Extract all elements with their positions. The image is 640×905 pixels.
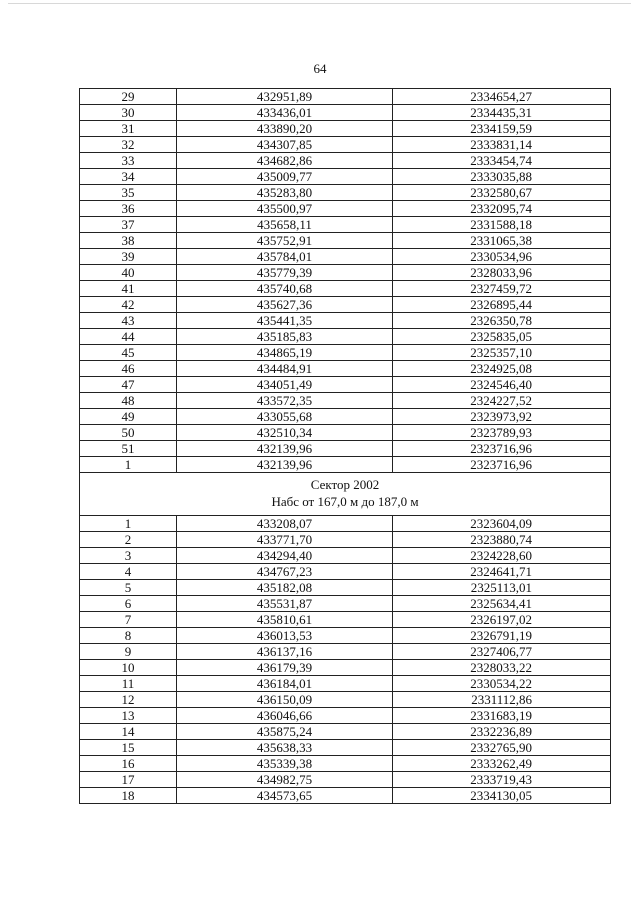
x-coordinate-cell: 434294,40 xyxy=(177,548,393,564)
table-row xyxy=(80,580,611,596)
table-row xyxy=(80,105,611,121)
x-coordinate-cell: 434484,91 xyxy=(177,361,393,377)
point-number-cell: 30 xyxy=(80,105,177,121)
table-row xyxy=(80,548,611,564)
x-coordinate-cell: 434051,49 xyxy=(177,377,393,393)
y-coordinate-cell: 2326197,02 xyxy=(393,612,611,628)
x-coordinate-cell: 435339,38 xyxy=(177,756,393,772)
y-coordinate-cell: 2323604,09 xyxy=(393,516,611,532)
point-number-cell: 45 xyxy=(80,345,177,361)
point-number-cell: 29 xyxy=(80,89,177,105)
y-coordinate-cell: 2334159,59 xyxy=(393,121,611,137)
table-row xyxy=(80,329,611,345)
y-coordinate-cell: 2326895,44 xyxy=(393,297,611,313)
y-coordinate-cell: 2330534,96 xyxy=(393,249,611,265)
y-coordinate-cell: 2326791,19 xyxy=(393,628,611,644)
coordinates-table xyxy=(79,88,611,804)
y-coordinate-cell: 2334654,27 xyxy=(393,89,611,105)
point-number-cell: 14 xyxy=(80,724,177,740)
point-number-cell: 44 xyxy=(80,329,177,345)
page-number: 64 xyxy=(313,61,327,76)
point-number-cell: 32 xyxy=(80,137,177,153)
table-row xyxy=(80,532,611,548)
x-coordinate-cell: 434682,86 xyxy=(177,153,393,169)
section-header-body xyxy=(80,473,611,516)
point-number-cell: 6 xyxy=(80,596,177,612)
x-coordinate-cell: 435740,68 xyxy=(177,281,393,297)
table-row xyxy=(80,89,611,105)
point-number-cell: 48 xyxy=(80,393,177,409)
point-number-cell: 37 xyxy=(80,217,177,233)
table-row xyxy=(80,361,611,377)
section-header-cell xyxy=(80,473,611,516)
table-row xyxy=(80,740,611,756)
point-number-cell: 1 xyxy=(80,457,177,473)
table-row xyxy=(80,708,611,724)
y-coordinate-cell: 2325634,41 xyxy=(393,596,611,612)
y-coordinate-cell: 2334130,05 xyxy=(393,788,611,804)
y-coordinate-cell: 2332095,74 xyxy=(393,201,611,217)
point-number-cell: 38 xyxy=(80,233,177,249)
x-coordinate-cell: 434307,85 xyxy=(177,137,393,153)
y-coordinate-cell: 2325357,10 xyxy=(393,345,611,361)
table-row xyxy=(80,724,611,740)
y-coordinate-cell: 2332236,89 xyxy=(393,724,611,740)
y-coordinate-cell: 2323880,74 xyxy=(393,532,611,548)
point-number-cell: 16 xyxy=(80,756,177,772)
point-number-cell: 18 xyxy=(80,788,177,804)
y-coordinate-cell: 2324227,52 xyxy=(393,393,611,409)
point-number-cell: 46 xyxy=(80,361,177,377)
y-coordinate-cell: 2325835,05 xyxy=(393,329,611,345)
x-coordinate-cell: 435185,83 xyxy=(177,329,393,345)
table-row xyxy=(80,169,611,185)
y-coordinate-cell: 2333262,49 xyxy=(393,756,611,772)
point-number-cell: 5 xyxy=(80,580,177,596)
point-number-cell: 43 xyxy=(80,313,177,329)
table-row xyxy=(80,249,611,265)
y-coordinate-cell: 2323789,93 xyxy=(393,425,611,441)
y-coordinate-cell: 2331112,86 xyxy=(393,692,611,708)
table-row xyxy=(80,564,611,580)
x-coordinate-cell: 433890,20 xyxy=(177,121,393,137)
x-coordinate-cell: 436046,66 xyxy=(177,708,393,724)
point-number-cell: 33 xyxy=(80,153,177,169)
x-coordinate-cell: 432510,34 xyxy=(177,425,393,441)
x-coordinate-cell: 434865,19 xyxy=(177,345,393,361)
x-coordinate-cell: 435182,08 xyxy=(177,580,393,596)
point-number-cell: 15 xyxy=(80,740,177,756)
y-coordinate-cell: 2332580,67 xyxy=(393,185,611,201)
point-number-cell: 41 xyxy=(80,281,177,297)
table-row xyxy=(80,393,611,409)
point-number-cell: 17 xyxy=(80,772,177,788)
table-row xyxy=(80,441,611,457)
point-number-cell: 4 xyxy=(80,564,177,580)
table-row xyxy=(80,772,611,788)
table-row xyxy=(80,676,611,692)
section-title: Сектор 2002 xyxy=(310,477,380,492)
y-coordinate-cell: 2334435,31 xyxy=(393,105,611,121)
point-number-cell: 34 xyxy=(80,169,177,185)
table-row xyxy=(80,265,611,281)
y-coordinate-cell: 2325113,01 xyxy=(393,580,611,596)
x-coordinate-cell: 435810,61 xyxy=(177,612,393,628)
x-coordinate-cell: 432951,89 xyxy=(177,89,393,105)
table-row xyxy=(80,313,611,329)
point-number-cell: 35 xyxy=(80,185,177,201)
point-number-cell: 3 xyxy=(80,548,177,564)
y-coordinate-cell: 2323973,92 xyxy=(393,409,611,425)
y-coordinate-cell: 2331588,18 xyxy=(393,217,611,233)
table-row xyxy=(80,297,611,313)
x-coordinate-cell: 433436,01 xyxy=(177,105,393,121)
table-row xyxy=(80,121,611,137)
y-coordinate-cell: 2328033,96 xyxy=(393,265,611,281)
x-coordinate-cell: 435784,01 xyxy=(177,249,393,265)
x-coordinate-cell: 435009,77 xyxy=(177,169,393,185)
y-coordinate-cell: 2333719,43 xyxy=(393,772,611,788)
table-body-top xyxy=(80,89,611,473)
x-coordinate-cell: 433208,07 xyxy=(177,516,393,532)
x-coordinate-cell: 435658,11 xyxy=(177,217,393,233)
point-number-cell: 50 xyxy=(80,425,177,441)
x-coordinate-cell: 432139,96 xyxy=(177,441,393,457)
point-number-cell: 39 xyxy=(80,249,177,265)
point-number-cell: 47 xyxy=(80,377,177,393)
y-coordinate-cell: 2327406,77 xyxy=(393,644,611,660)
y-coordinate-cell: 2324546,40 xyxy=(393,377,611,393)
x-coordinate-cell: 435779,39 xyxy=(177,265,393,281)
table-row xyxy=(80,628,611,644)
x-coordinate-cell: 434767,23 xyxy=(177,564,393,580)
table-row xyxy=(80,233,611,249)
table-row xyxy=(80,457,611,473)
x-coordinate-cell: 435627,36 xyxy=(177,297,393,313)
x-coordinate-cell: 434982,75 xyxy=(177,772,393,788)
table-row xyxy=(80,612,611,628)
table-row xyxy=(80,516,611,532)
x-coordinate-cell: 436184,01 xyxy=(177,676,393,692)
y-coordinate-cell: 2333035,88 xyxy=(393,169,611,185)
x-coordinate-cell: 435752,91 xyxy=(177,233,393,249)
table-row xyxy=(80,185,611,201)
table-row xyxy=(80,596,611,612)
table-row xyxy=(80,281,611,297)
table-row xyxy=(80,153,611,169)
y-coordinate-cell: 2324641,71 xyxy=(393,564,611,580)
x-coordinate-cell: 435531,87 xyxy=(177,596,393,612)
table-row xyxy=(80,217,611,233)
x-coordinate-cell: 435638,33 xyxy=(177,740,393,756)
table-row xyxy=(80,409,611,425)
point-number-cell: 31 xyxy=(80,121,177,137)
point-number-cell: 2 xyxy=(80,532,177,548)
point-number-cell: 51 xyxy=(80,441,177,457)
point-number-cell: 9 xyxy=(80,644,177,660)
y-coordinate-cell: 2330534,22 xyxy=(393,676,611,692)
table-row xyxy=(80,137,611,153)
x-coordinate-cell: 436137,16 xyxy=(177,644,393,660)
x-coordinate-cell: 433771,70 xyxy=(177,532,393,548)
table-row xyxy=(80,377,611,393)
x-coordinate-cell: 435283,80 xyxy=(177,185,393,201)
point-number-cell: 11 xyxy=(80,676,177,692)
table-row xyxy=(80,644,611,660)
y-coordinate-cell: 2333454,74 xyxy=(393,153,611,169)
point-number-cell: 13 xyxy=(80,708,177,724)
x-coordinate-cell: 434573,65 xyxy=(177,788,393,804)
table-row xyxy=(80,201,611,217)
section-subtitle: Набс от 167,0 м до 187,0 м xyxy=(271,494,419,509)
y-coordinate-cell: 2328033,22 xyxy=(393,660,611,676)
section-header-row xyxy=(80,473,611,516)
x-coordinate-cell: 436013,53 xyxy=(177,628,393,644)
table-row xyxy=(80,425,611,441)
table-row xyxy=(80,660,611,676)
point-number-cell: 7 xyxy=(80,612,177,628)
point-number-cell: 8 xyxy=(80,628,177,644)
point-number-cell: 49 xyxy=(80,409,177,425)
x-coordinate-cell: 436150,09 xyxy=(177,692,393,708)
table-row xyxy=(80,756,611,772)
point-number-cell: 10 xyxy=(80,660,177,676)
point-number-cell: 40 xyxy=(80,265,177,281)
x-coordinate-cell: 433055,68 xyxy=(177,409,393,425)
table-row xyxy=(80,788,611,804)
x-coordinate-cell: 432139,96 xyxy=(177,457,393,473)
x-coordinate-cell: 436179,39 xyxy=(177,660,393,676)
y-coordinate-cell: 2333831,14 xyxy=(393,137,611,153)
point-number-cell: 1 xyxy=(80,516,177,532)
x-coordinate-cell: 435875,24 xyxy=(177,724,393,740)
point-number-cell: 42 xyxy=(80,297,177,313)
x-coordinate-cell: 433572,35 xyxy=(177,393,393,409)
table-row xyxy=(80,345,611,361)
table-row xyxy=(80,692,611,708)
y-coordinate-cell: 2331065,38 xyxy=(393,233,611,249)
y-coordinate-cell: 2324228,60 xyxy=(393,548,611,564)
y-coordinate-cell: 2331683,19 xyxy=(393,708,611,724)
y-coordinate-cell: 2327459,72 xyxy=(393,281,611,297)
y-coordinate-cell: 2323716,96 xyxy=(393,441,611,457)
table-body-bottom xyxy=(80,516,611,804)
x-coordinate-cell: 435441,35 xyxy=(177,313,393,329)
y-coordinate-cell: 2326350,78 xyxy=(393,313,611,329)
y-coordinate-cell: 2324925,08 xyxy=(393,361,611,377)
point-number-cell: 36 xyxy=(80,201,177,217)
y-coordinate-cell: 2332765,90 xyxy=(393,740,611,756)
y-coordinate-cell: 2323716,96 xyxy=(393,457,611,473)
point-number-cell: 12 xyxy=(80,692,177,708)
x-coordinate-cell: 435500,97 xyxy=(177,201,393,217)
